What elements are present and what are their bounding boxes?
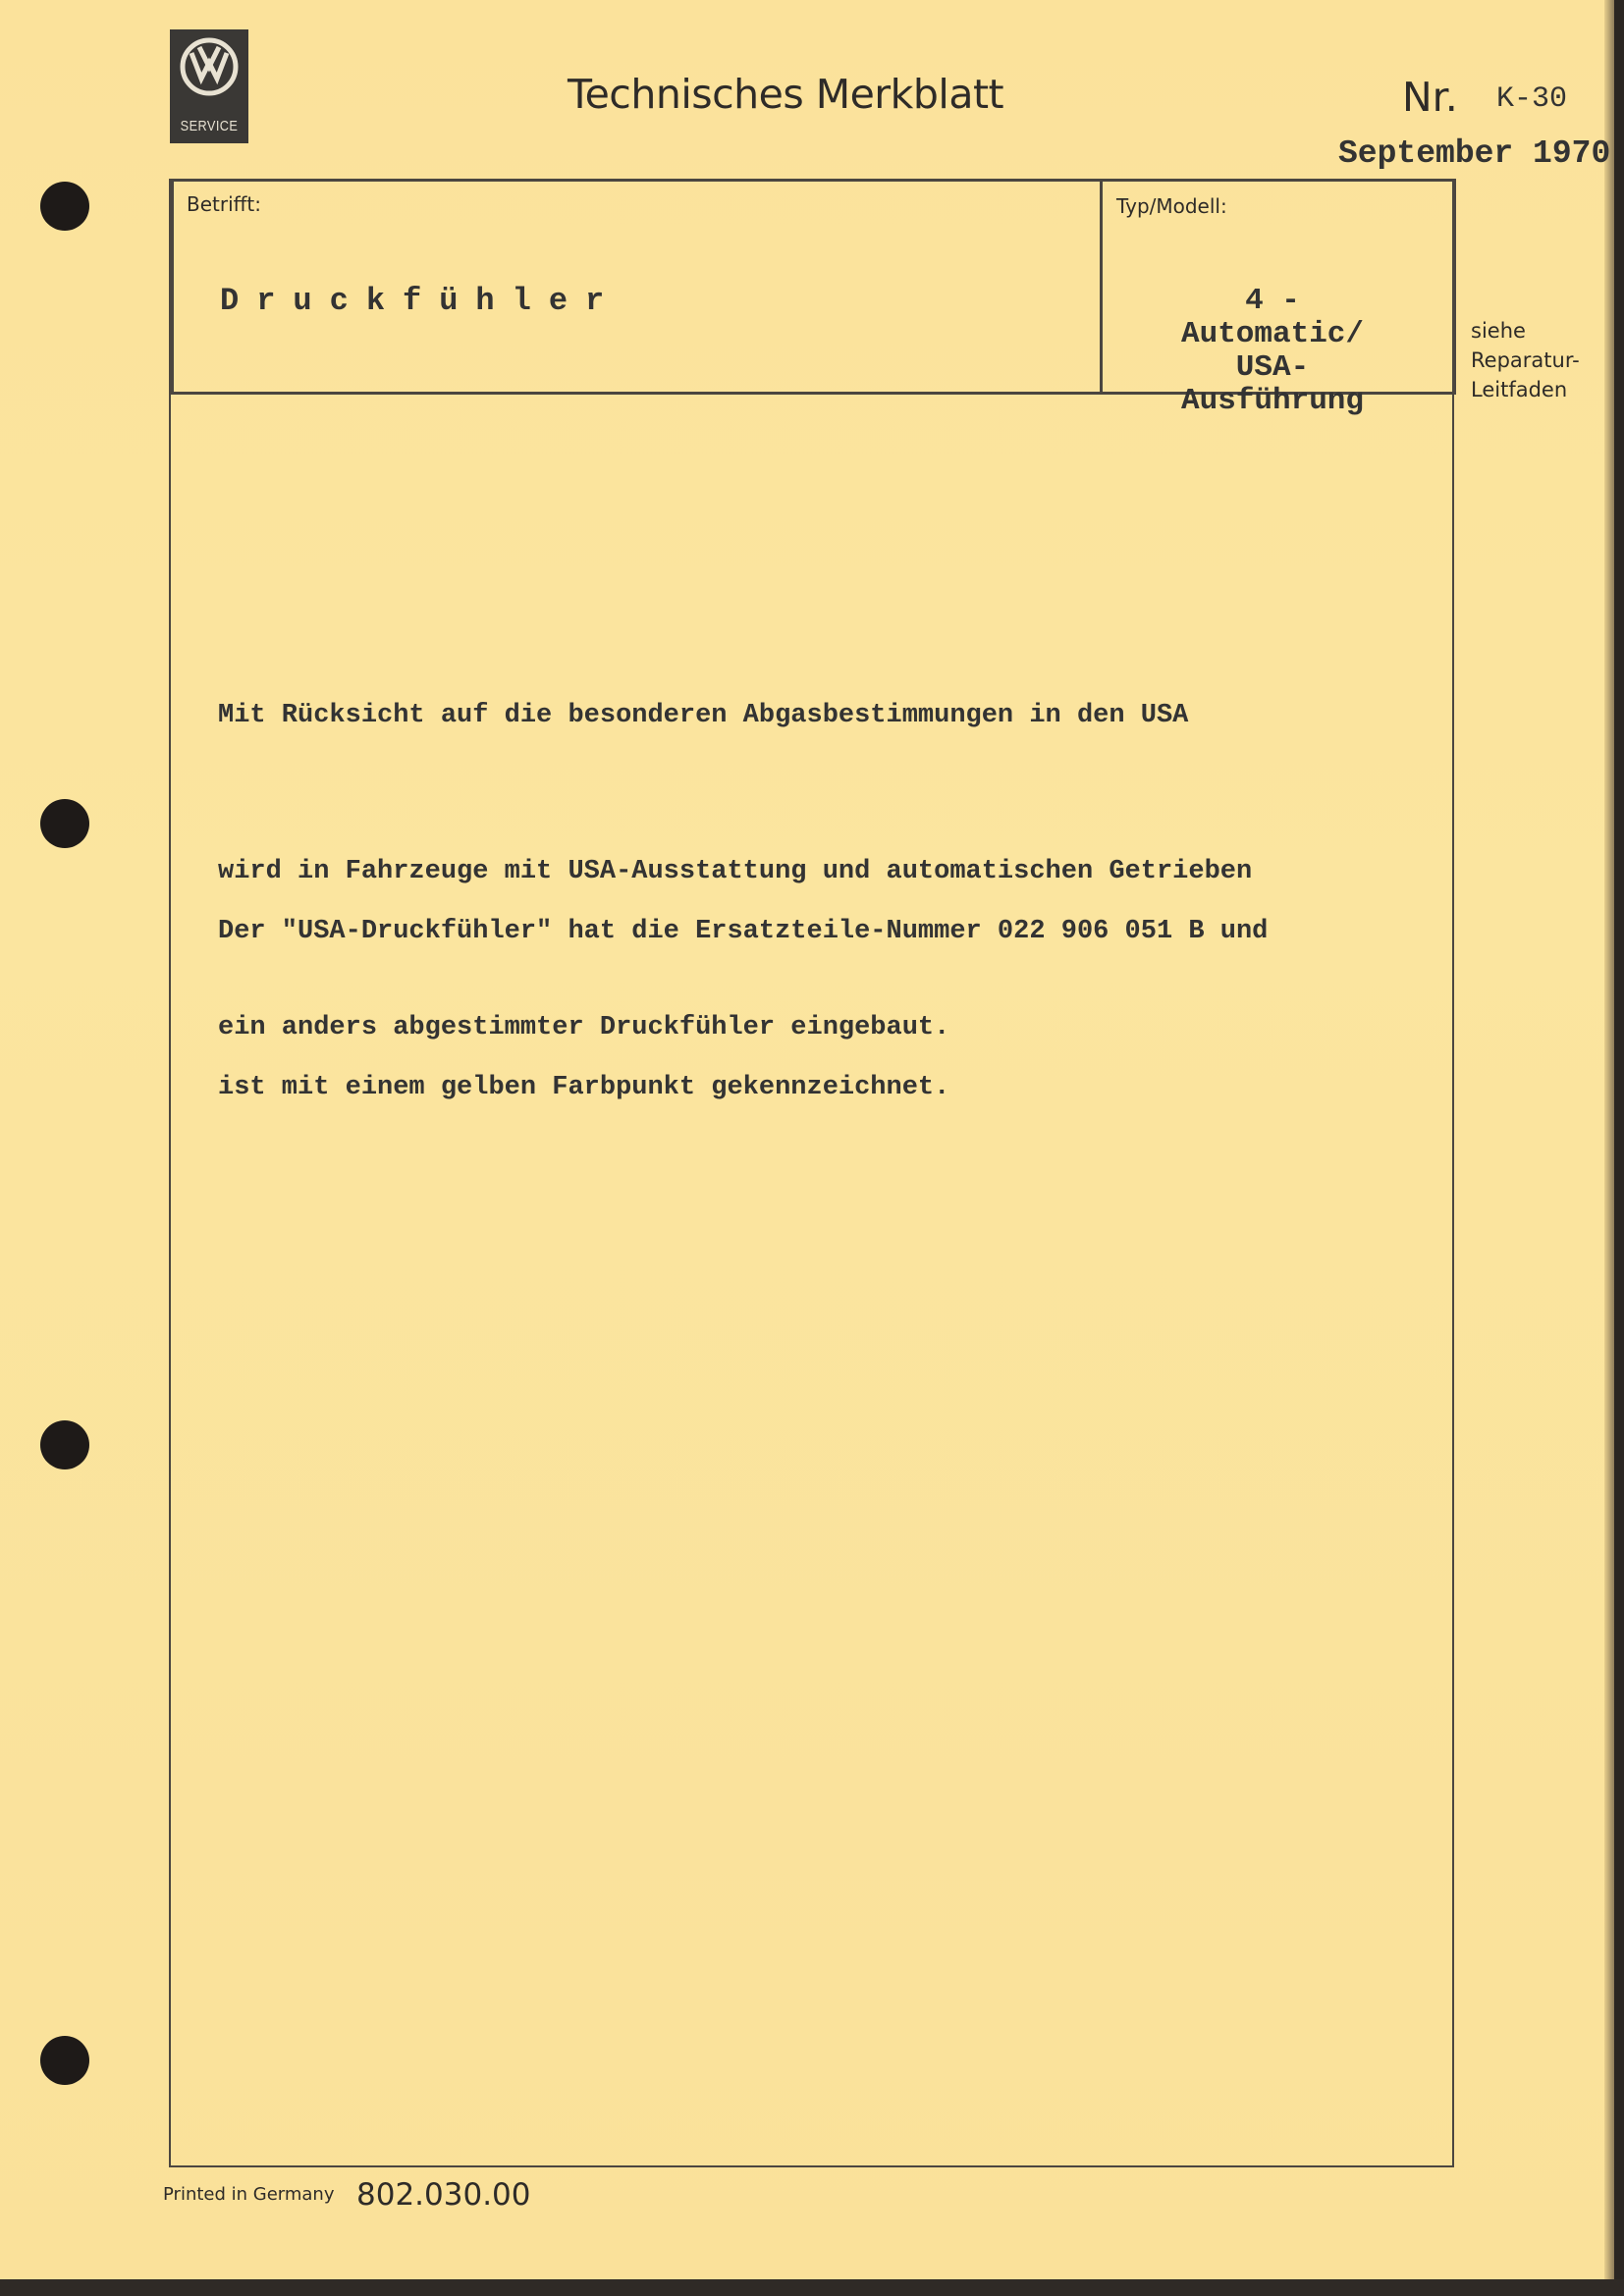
typ-value: [1145, 285, 1400, 418]
body-line: Mit Rücksicht auf die besonderen Abgasbestimmungen in den USA: [218, 701, 1189, 730]
typ-line: 4 - Automatic/: [1180, 284, 1365, 351]
body-paragraph-2: [218, 802, 1435, 1218]
printed-note: Printed in Germany: [163, 2184, 335, 2205]
punch-hole: [40, 799, 89, 848]
body-line: ist mit einem gelben Farbpunkt gekennzeichnet.: [218, 1073, 950, 1102]
typ-label: Typ/Modell:: [1116, 194, 1227, 218]
vw-logo-icon: [178, 35, 241, 98]
scan-background: [0, 2279, 1624, 2296]
page-title: Technisches Merkblatt: [568, 71, 1004, 118]
side-note-line: Leitfaden: [1471, 378, 1568, 401]
form-code: 802.030.00: [356, 2177, 531, 2213]
punch-hole: [40, 2036, 89, 2085]
side-note-line: siehe: [1471, 319, 1526, 343]
vw-service-logo: [170, 29, 248, 143]
number-label: Nr.: [1402, 74, 1458, 121]
header-divider: [1100, 179, 1103, 393]
body-line: wird in Fahrzeuge mit USA-Ausstattung und automatischen Getrieben: [218, 857, 1253, 886]
issue-date: September 1970: [1338, 135, 1611, 172]
side-note: [1471, 316, 1580, 404]
number-value: K-30: [1496, 82, 1568, 116]
subject-value: Druckfühler: [220, 283, 623, 319]
punch-hole: [40, 1420, 89, 1469]
side-note-line: Reparatur-: [1471, 348, 1580, 372]
logo-text: SERVICE: [180, 118, 239, 134]
body-line: ein anders abgestimmter Druckfühler eingebaut.: [218, 1013, 950, 1042]
betrifft-label: Betrifft:: [187, 192, 262, 216]
punch-hole: [40, 182, 89, 231]
typ-line: USA-Ausführung: [1180, 350, 1365, 418]
page-edge: [1604, 0, 1614, 2279]
body-line: Der "USA-Druckfühler" hat die Ersatzteile-Nummer 022 906 051 B und: [218, 917, 1269, 946]
